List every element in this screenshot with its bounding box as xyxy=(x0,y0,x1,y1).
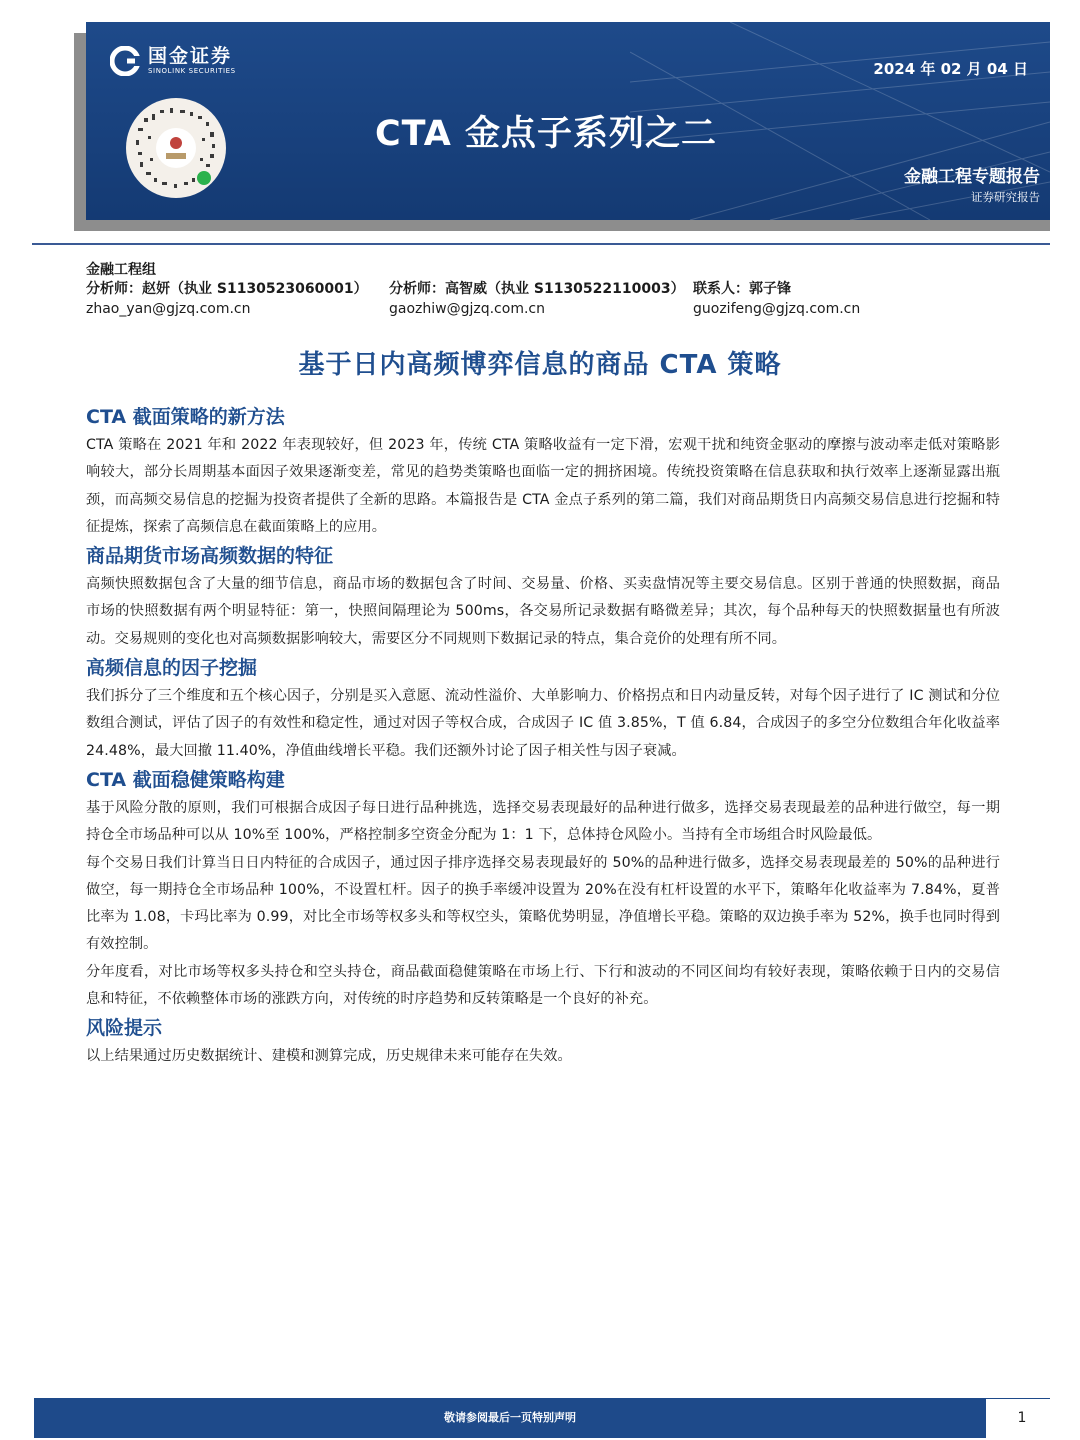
logo-name-cn: 国金证券 xyxy=(148,45,233,67)
section-heading: CTA 截面稳健策略构建 xyxy=(86,768,285,791)
analyst-role: 分析师：高智威（执业 S1130522110003） xyxy=(389,281,685,297)
research-team: 金融工程组 xyxy=(86,262,156,278)
report-series-title: CTA 金点子系列之二 xyxy=(374,114,718,154)
analyst-email[interactable]: zhao_yan@gjzq.com.cn xyxy=(86,301,251,317)
section xyxy=(86,402,1000,541)
section-paragraph: 以上结果通过历史数据统计、建模和测算完成，历史规律未来可能存在失效。 xyxy=(86,1048,572,1065)
section-paragraph: 每个交易日我们计算当日日内特征的合成因子，通过因子排序选择交易表现最好的 50%的品种进行做多，选择交易表现最差的 50%的品种进行做空，每一期持仓全市场品种 100%，不设置杠杆。因子的换手率缓冲设置为 20%在没有杠杆设置的水平下，策略年化收益率为 7.84%，夏普比率为 1.08，卡玛比率为 0.99，对比全市场等权多头和等权空头，策略优势明显，净值增长平稳。策略的双边换手率为 52%，换手也同时得到有效控制。 xyxy=(86,854,1000,953)
section xyxy=(86,541,1000,653)
analyst-block xyxy=(86,279,368,319)
section-paragraph: 我们拆分了三个维度和五个核心因子，分别是买入意愿、流动性溢价、大单影响力、价格拐点和日内动量反转，对每个因子进行了 IC 测试和分位数组合测试，评估了因子的有效性和稳定性，通过对因子等权合成，合成因子 IC 值 3.85%，T 值 6.84，合成因子的多空分位数组合年化收益率 24.48%，最大回撤 11.40%，净值曲线增长平稳。我们还额外讨论了因子相关性与因子衰减。 xyxy=(86,688,1000,759)
report-category: 证券研究报告 xyxy=(971,190,1040,204)
company-logo xyxy=(110,46,236,76)
report-date: 2024 年 02 月 04 日 xyxy=(873,60,1028,78)
section-heading: CTA 截面策略的新方法 xyxy=(86,406,285,428)
analyst-email[interactable]: gaozhiw@gjzq.com.cn xyxy=(389,301,545,317)
report-body xyxy=(86,402,1000,1071)
section-paragraph: CTA 策略在 2021 年和 2022 年表现较好，但 2023 年，传统 CTA 策略收益有一定下滑，宏观干扰和纯资金驱动的摩擦与波动率走低对策略影响较大，部分长周期基本面因子效果逐渐变差，常见的趋势类策略也面临一定的拥挤困境。传统投资策略在信息获取和执行效率上逐渐显露出瓶颈，而高频交易信息的挖掘为投资者提供了全新的思路。本篇报告是 CTA 金点子系列的第二篇，我们对商品期货日内高频交易信息进行挖掘和特征提炼，探索了高频信息在截面策略上的应用。 xyxy=(86,437,1000,535)
sinolink-logo-icon xyxy=(110,46,140,76)
section-paragraph: 高频快照数据包含了大量的细节信息，商品市场的数据包含了时间、交易量、价格、买卖盘情况等主要交易信息。区别于普通的快照数据，商品市场的快照数据有两个明显特征：第一，快照间隔理论为 500ms，各交易所记录数据有略微差异；其次，每个品种每天的快照数据量也有所波动。交易规则的变化也对高频数据影响较大，需要区分不同规则下数据记录的特点，集合竞价的处理有所不同。 xyxy=(86,576,1000,647)
footer-disclaimer[interactable]: 敬请参阅最后一页特别声明 xyxy=(34,1398,986,1438)
analyst-block xyxy=(389,279,685,319)
report-type: 金融工程专题报告 xyxy=(904,167,1040,187)
report-banner xyxy=(86,22,1050,220)
section-heading: 风险提示 xyxy=(86,1017,163,1040)
analyst-role: 分析师：赵妍（执业 S1130523060001） xyxy=(86,281,368,297)
contact-role: 联系人：郭子锋 xyxy=(693,281,791,297)
section-heading: 商品期货市场高频数据的特征 xyxy=(86,545,334,568)
section-paragraph: 分年度看，对比市场等权多头持仓和空头持仓，商品截面稳健策略在市场上行、下行和波动的不同区间均有较好表现，策略依赖于日内的交易信息和特征，不依赖整体市场的涨跌方向，对传统的时序趋势和反转策略是一个良好的补充。 xyxy=(86,963,1000,1008)
page-number: 1 xyxy=(1017,1410,1027,1426)
report-main-title: 基于日内高频博弈信息的商品 CTA 策略 xyxy=(298,350,782,380)
section xyxy=(86,765,1000,1013)
header-divider xyxy=(32,243,1050,245)
section-paragraph: 基于风险分散的原则，我们可根据合成因子每日进行品种挑选，选择交易表现最好的品种进行做多，选择交易表现最差的品种进行做空，每一期持仓全市场品种可以从 10%至 100%，严格控制多空资金分配为 1：1 下，总体持仓风险小。当持有全市场组合时风险最低。 xyxy=(86,799,1000,844)
contact-block xyxy=(693,279,860,319)
section xyxy=(86,1013,1000,1070)
logo-name-en: SINOLINK SECURITIES xyxy=(148,67,236,75)
contact-email[interactable]: guozifeng@gjzq.com.cn xyxy=(693,301,861,317)
section xyxy=(86,653,1000,765)
section-heading: 高频信息的因子挖掘 xyxy=(86,657,258,680)
